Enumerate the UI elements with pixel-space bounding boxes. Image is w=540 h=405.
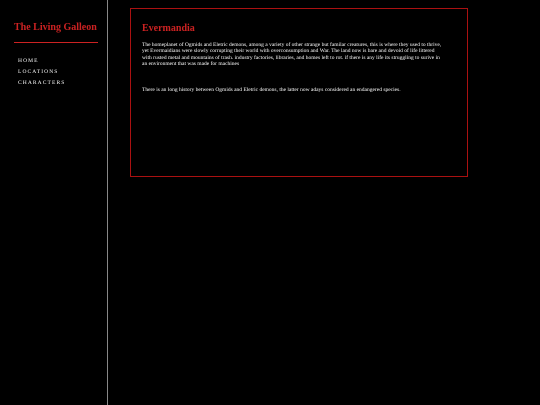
nav-item-characters[interactable]: CHARACTERS [18, 80, 66, 86]
title-divider [14, 42, 98, 43]
description-paragraph: The homeplanet of Ogmids and Eletric demons, among a variety of other strange but familar creatures, this is where they used to thrive, yet Evermaidians were slowly corrupting their world with overconsumption and War. The land now is bare and devoid of life littered with rusted metal and mountains of trash. industry factories, libraries, and homes left to rot. if there is any life its struggling to surive in an environment that was made for machines [142, 42, 442, 68]
history-paragraph: There is an long history between Ogmids and Eletric demons, the latter now adays considered an endangered species. [142, 87, 401, 93]
content-panel [130, 8, 468, 177]
page-title: Evermandia [142, 23, 195, 34]
nav-item-locations[interactable]: LOCATIONS [18, 69, 59, 75]
sidebar [0, 0, 108, 405]
main-nav [18, 56, 65, 89]
site-title[interactable]: The Living Galleon [14, 22, 97, 33]
nav-item-home[interactable]: HOME [18, 58, 39, 64]
